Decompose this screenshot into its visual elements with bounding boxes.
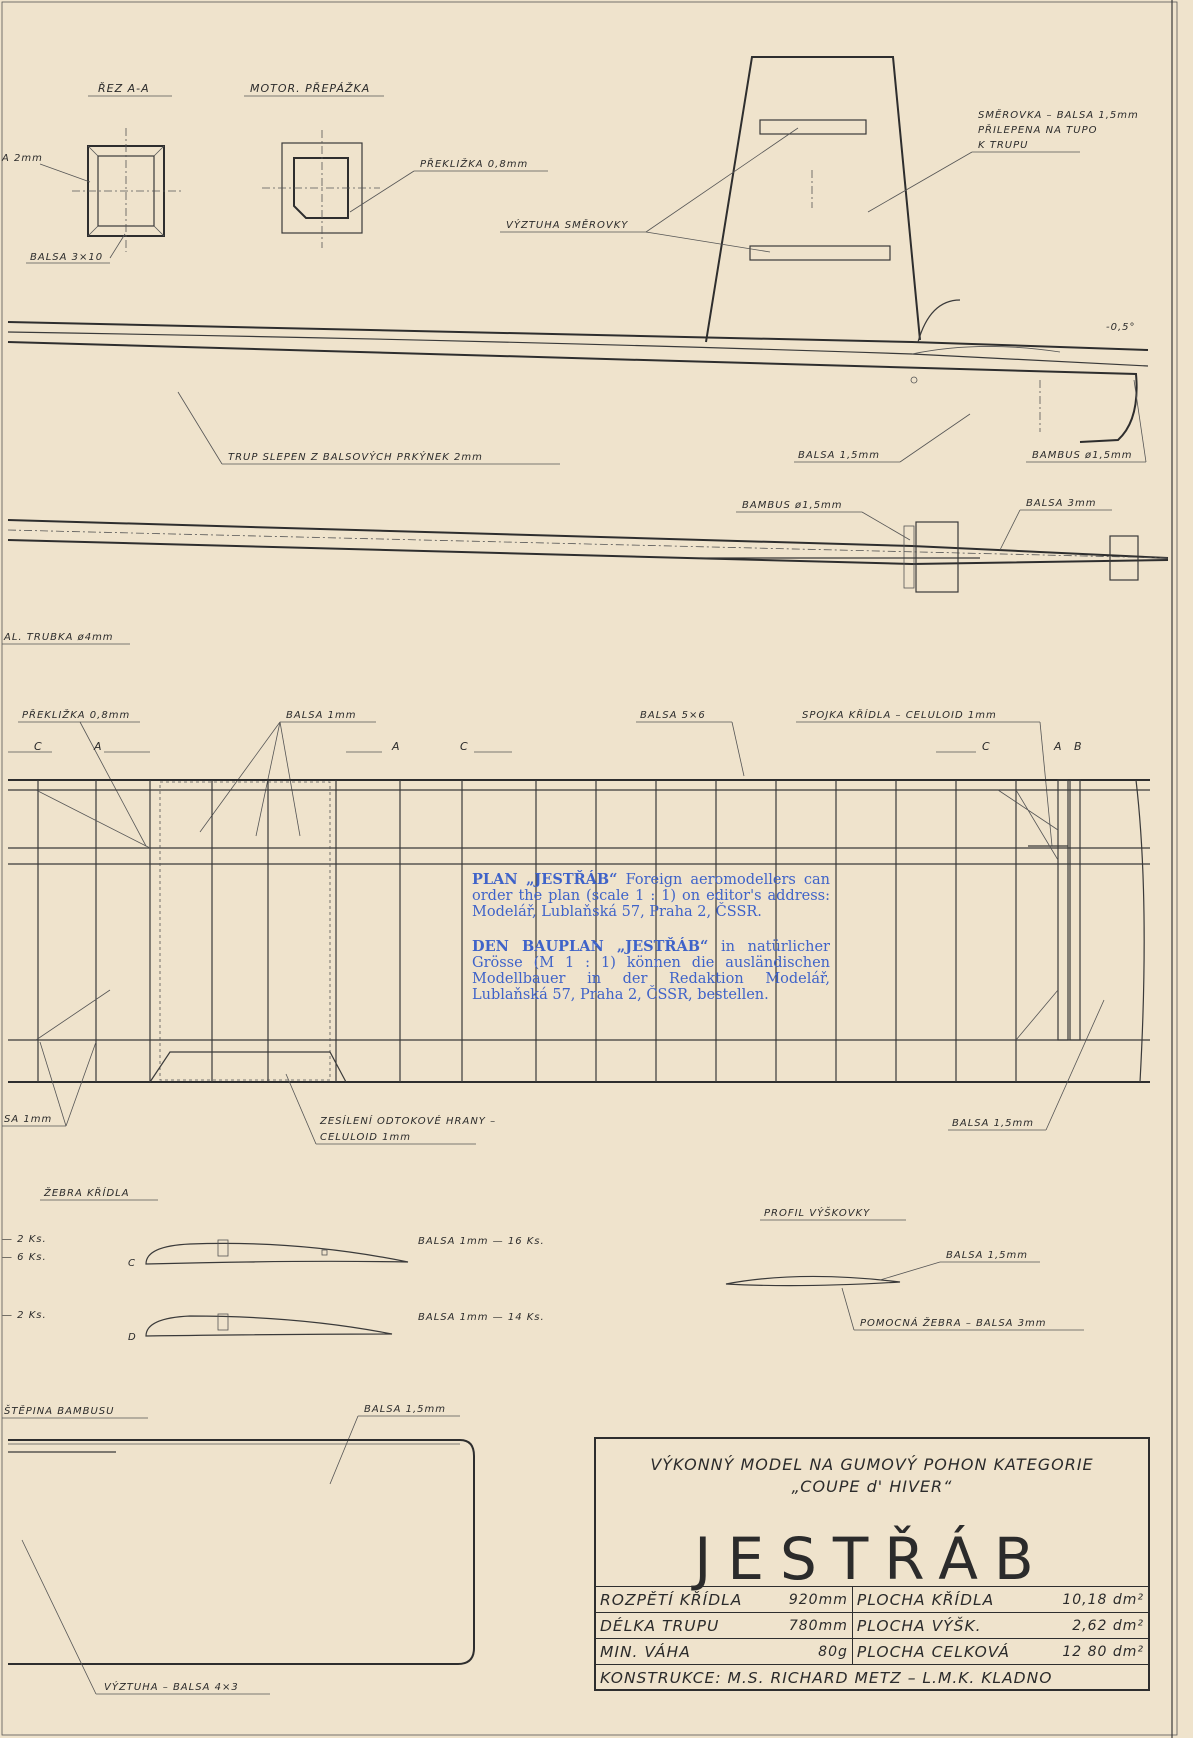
order-plan-notice <box>472 872 830 1022</box>
notice-german <box>472 939 830 1003</box>
label-rib-qty-1: — 2 Ks. <box>2 1234 47 1245</box>
spec-label: PLOCHA KŘÍDLA <box>852 1587 1042 1613</box>
label-rib-d-mat: BALSA 1mm — 14 Ks. <box>418 1312 545 1323</box>
label-trailing-reinf-1: ZESÍLENÍ ODTOKOVÉ HRANY – <box>320 1116 497 1127</box>
label-rib-d: D <box>128 1332 137 1343</box>
spec-label: MIN. VÁHA <box>596 1639 773 1665</box>
label-bamboo-15b: BAMBUS ø1,5mm <box>742 500 843 511</box>
spec-row-constructor <box>596 1665 1148 1691</box>
label-stab-profile: PROFIL VÝŠKOVKY <box>764 1208 871 1219</box>
spec-label: DÉLKA TRUPU <box>596 1613 773 1639</box>
label-angle: -0,5° <box>1106 322 1136 333</box>
label-balsa-15d: BALSA 1,5mm <box>364 1404 447 1415</box>
label-sec-c1: C <box>34 740 43 753</box>
motor-bulkhead-view <box>244 82 548 248</box>
label-sec-b: B <box>1074 740 1083 753</box>
section-aa-view <box>1 82 182 263</box>
notice-en-title: PLAN „JESTŘÁB“ <box>472 871 618 888</box>
label-balsa-15b: BALSA 1,5mm <box>952 1118 1035 1129</box>
label-motor-bulkhead: MOTOR. PŘEPÁŽKA <box>250 82 371 95</box>
label-balsa-15c: BALSA 1,5mm <box>946 1250 1029 1261</box>
label-al-tube: AL. TRUBKA ø4mm <box>4 632 114 643</box>
label-balsa-15a: BALSA 1,5mm <box>798 450 881 461</box>
label-aux-rib: POMOCNÁ ŽEBRA – BALSA 3mm <box>860 1318 1047 1329</box>
spec-value: 2,62 dm² <box>1042 1613 1148 1639</box>
label-balsa-2mm: A 2mm <box>2 153 43 164</box>
label-balsa-5x6: BALSA 5×6 <box>640 710 706 721</box>
fuselage-top-view <box>2 498 1168 644</box>
label-balsa-3x10: BALSA 3×10 <box>30 252 104 263</box>
label-sec-c2: C <box>460 740 469 753</box>
spec-table <box>596 1586 1148 1690</box>
label-bamboo-15a: BAMBUS ø1,5mm <box>1032 450 1133 461</box>
fuselage-side-view <box>8 300 1148 464</box>
label-rib-qty-2: — 6 Ks. <box>2 1252 47 1263</box>
label-brace-4x3: VÝZTUHA – BALSA 4×3 <box>104 1682 239 1693</box>
spec-row <box>596 1639 1148 1665</box>
label-section-aa: ŘEZ A-A <box>98 82 150 95</box>
title-block <box>594 1437 1150 1691</box>
spec-label: PLOCHA CELKOVÁ <box>852 1639 1042 1665</box>
label-balsa-1mm-left: SA 1mm <box>4 1114 53 1125</box>
spec-label: ROZPĚTÍ KŘÍDLA <box>596 1587 773 1613</box>
label-rib-c: C <box>128 1258 136 1269</box>
label-plywood-08: PŘEKLIŽKA 0,8mm <box>420 159 529 170</box>
label-sec-a1: A <box>94 740 103 753</box>
label-fuselage: TRUP SLEPEN Z BALSOVÝCH PRKÝNEK 2mm <box>228 452 483 463</box>
spec-value: 12 80 dm² <box>1042 1639 1148 1665</box>
notice-en-text: Foreign aeromodellers can order the plan (scale 1 : 1) on editor's address: Modelář, Lublaňská 57, Praha 2, ČSSR. <box>472 872 831 920</box>
label-rib-qty-3: — 2 Ks. <box>2 1310 47 1321</box>
label-fin-brace: VÝZTUHA SMĚROVKY <box>506 220 629 231</box>
label-sec-a2: A <box>392 740 401 753</box>
spec-value: 10,18 dm² <box>1042 1587 1148 1613</box>
spec-value: 80g <box>773 1639 852 1665</box>
title-block-subtitle-2: „COUPE d' HIVER“ <box>791 1477 953 1496</box>
label-sec-a3: A <box>1054 740 1063 753</box>
notice-de-title: DEN BAUPLAN „JESTŘÁB“ <box>472 938 709 955</box>
label-trailing-reinf-2: CELULOID 1mm <box>320 1132 411 1143</box>
rudder-view <box>500 57 1139 342</box>
label-balsa-1mm: BALSA 1mm <box>286 710 357 721</box>
spec-label: PLOCHA VÝŠK. <box>852 1613 1042 1639</box>
notice-english <box>472 872 830 920</box>
constructor-credit: KONSTRUKCE: M.S. RICHARD METZ – L.M.K. KLADNO <box>596 1665 1148 1691</box>
label-wing-ribs: ŽEBRA KŘÍDLA <box>44 1188 130 1199</box>
stabilizer-plan-view <box>2 1404 474 1694</box>
label-rib-c-mat: BALSA 1mm — 16 Ks. <box>418 1236 545 1247</box>
spec-value: 780mm <box>773 1613 852 1639</box>
spec-value: 920mm <box>773 1587 852 1613</box>
label-bamboo-split: ŠTĚPINA BAMBUSU <box>4 1406 115 1417</box>
label-sec-c3: C <box>982 740 991 753</box>
spec-row <box>596 1613 1148 1639</box>
wing-rib-profiles <box>2 1186 545 1343</box>
label-rudder-1: SMĚROVKA – BALSA 1,5mm <box>978 110 1139 121</box>
label-rudder-3: K TRUPU <box>978 140 1029 151</box>
model-title: JESTŘÁB <box>694 1525 1050 1593</box>
spec-row <box>596 1587 1148 1613</box>
stabilizer-profile <box>726 1206 1084 1330</box>
notice-de-text: in natürlicher Grösse (M 1 : 1) können die ausländischen Modellbauer in der Redaktion Modelář, Lublaňská 57, Praha 2, ČSSR, bestellen. <box>472 939 830 1003</box>
label-balsa-3mm: BALSA 3mm <box>1026 498 1097 509</box>
label-wing-joiner: SPOJKA KŘÍDLA – CELULOID 1mm <box>802 710 997 721</box>
title-block-subtitle-1: VÝKONNÝ MODEL NA GUMOVÝ POHON KATEGORIE <box>650 1455 1094 1474</box>
label-rudder-2: PŘILEPENA NA TUPO <box>978 125 1098 136</box>
label-plywood-08b: PŘEKLIŽKA 0,8mm <box>22 710 131 721</box>
